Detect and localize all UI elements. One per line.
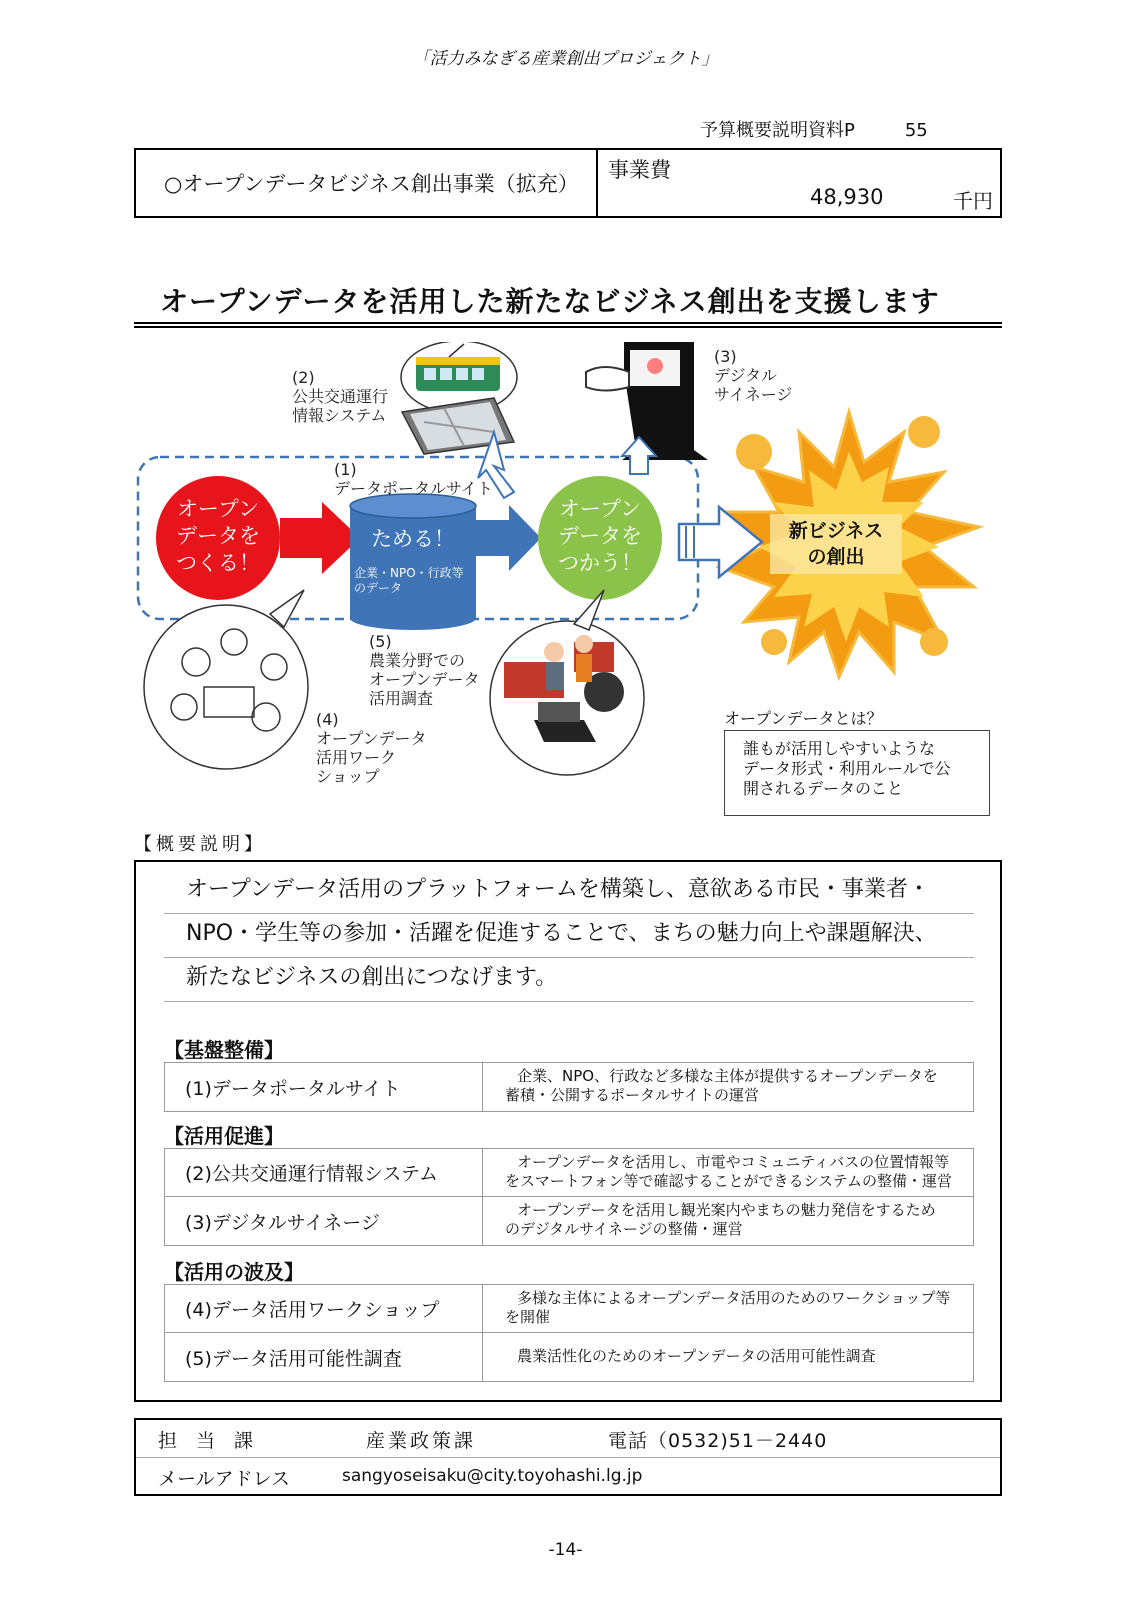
email-address[interactable]: sangyoseisaku@city.toyohashi.lg.jp bbox=[342, 1466, 643, 1486]
lead-line: 新たなビジネスの創出につなげます。 bbox=[164, 958, 974, 1002]
digital-signage-icon bbox=[586, 342, 708, 460]
project-title: 「活力みなぎる産業創出プロジェクト」 bbox=[412, 49, 719, 69]
department-name: 産業政策課 bbox=[366, 1430, 477, 1452]
table-row bbox=[165, 1063, 973, 1111]
category-table bbox=[164, 1148, 974, 1246]
item-description: オープンデータを活用し観光案内やまちの魅力発信をするため のデジタルサイネージの整備・運営 bbox=[505, 1201, 936, 1238]
phone-number: 電話（0532)51－2440 bbox=[608, 1430, 828, 1452]
cylinder-title: ためる！ bbox=[371, 527, 455, 551]
item-description: オープンデータを活用し、市電やコミュニティバスの位置情報等 をスマートフォン等で確認することができるシステムの整備・運営 bbox=[505, 1153, 953, 1190]
red-arrow-icon bbox=[280, 502, 360, 574]
item-description: 農業活性化のためのオープンデータの活用可能性調査 bbox=[517, 1347, 876, 1365]
red-circle-text: オープン データを つくる！ bbox=[176, 497, 260, 575]
heading-rule bbox=[134, 326, 1002, 328]
department-label: 担 当 課 bbox=[158, 1430, 254, 1452]
summary-box bbox=[134, 860, 1002, 1402]
item-description: 多様な主体によるオープンデータ活用のためのワークショップ等 を開催 bbox=[505, 1289, 951, 1326]
label-digital-signage: (3) デジタル サイネージ bbox=[714, 347, 793, 404]
label-farm-survey: (5) 農業分野での オープンデータ 活用調査 bbox=[369, 632, 480, 708]
table-row bbox=[165, 1197, 973, 1245]
item-name: (3)デジタルサイネージ bbox=[165, 1197, 483, 1245]
item-name: (5)データ活用可能性調査 bbox=[165, 1333, 483, 1381]
category-table bbox=[164, 1284, 974, 1382]
table-row bbox=[165, 1333, 973, 1381]
cost-label: 事業費 bbox=[608, 158, 671, 182]
item-name: (4)データ活用ワークショップ bbox=[165, 1285, 483, 1332]
main-heading: オープンデータを活用した新たなビジネス創出を支援します bbox=[160, 285, 940, 318]
table-row bbox=[165, 1149, 973, 1197]
category-label: 【活用の波及】 bbox=[164, 1260, 304, 1284]
page-number: -14- bbox=[548, 1540, 583, 1560]
cost-cell bbox=[598, 150, 1000, 216]
budget-ref-label: 予算概要説明資料P bbox=[700, 120, 855, 141]
table-row bbox=[165, 1285, 973, 1333]
label-workshop: (4) オープンデータ 活用ワーク ショップ bbox=[316, 710, 427, 786]
summary-title: 【概要説明】 bbox=[134, 834, 266, 855]
label-transit-system: (2) 公共交通運行 情報システム bbox=[292, 368, 389, 425]
new-business-text: 新ビジネス の創出 bbox=[788, 520, 884, 568]
database-cylinder-icon bbox=[350, 494, 476, 630]
item-description: 企業、NPO、行政など多様な主体が提供するオープンデータを 蓄積・公開するポータルサイトの運営 bbox=[505, 1067, 938, 1104]
green-circle-text: オープン データを つかう！ bbox=[558, 497, 642, 575]
note-title: オープンデータとは？ bbox=[724, 709, 883, 728]
cylinder-subtitle: 企業・NPO・行政等 のデータ bbox=[354, 566, 464, 595]
label-data-portal: (1) データポータルサイト bbox=[334, 460, 493, 498]
budget-ref-page: 55 bbox=[904, 120, 928, 141]
category-table bbox=[164, 1062, 974, 1112]
item-name: (2)公共交通運行情報システム bbox=[165, 1149, 483, 1196]
project-header-box bbox=[134, 148, 1002, 218]
heading-rule bbox=[134, 322, 1002, 324]
category-label: 【基盤整備】 bbox=[164, 1038, 284, 1062]
cost-unit: 千円 bbox=[953, 189, 993, 213]
budget-reference bbox=[700, 116, 928, 142]
cost-value: 48,930 bbox=[810, 185, 884, 209]
note-box: 誰もが活用しやすいような データ形式・利用ルールで公 開されるデータのこと bbox=[724, 730, 990, 816]
category-label: 【活用促進】 bbox=[164, 1124, 284, 1148]
blue-arrow-icon bbox=[476, 505, 541, 571]
project-name: ○オープンデータビジネス創出事業（拡充） bbox=[136, 150, 598, 216]
tram-bubble-icon bbox=[401, 342, 517, 413]
item-name: (1)データポータルサイト bbox=[165, 1063, 483, 1111]
contact-row-department bbox=[136, 1420, 1000, 1458]
workshop-bubble-icon bbox=[144, 590, 308, 769]
lead-line: NPO・学生等の参加・活躍を促進することで、まちの魅力向上や課題解決、 bbox=[164, 914, 974, 958]
contact-row-email bbox=[136, 1458, 1000, 1496]
email-label: メールアドレス bbox=[158, 1468, 291, 1490]
lead-line: オープンデータ活用のプラットフォームを構築し、意欲ある市民・事業者・ bbox=[164, 870, 974, 914]
contact-box bbox=[134, 1418, 1002, 1496]
